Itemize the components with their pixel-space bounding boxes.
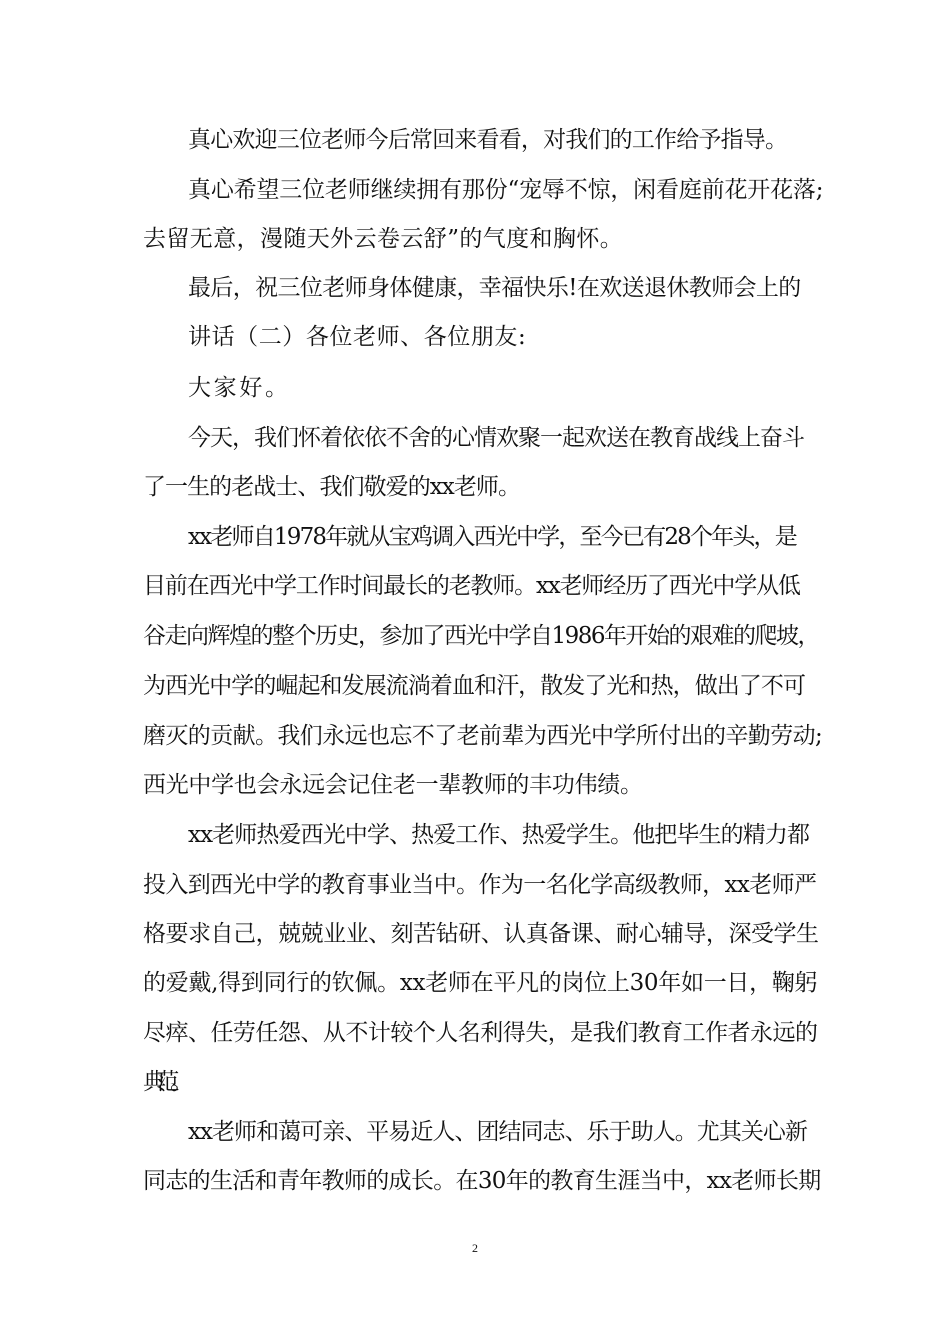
text-line: 讲话（二）各位老师、各位朋友:	[188, 324, 527, 350]
text-line: xx老师自1978年就从宝鸡调入西光中学，至今已有28个年头，是	[188, 524, 796, 550]
text-line: xx老师和蔼可亲、平易近人、团结同志、乐于助人。尤其关心新	[188, 1119, 807, 1145]
text-line: 的爱戴,得到同行的钦佩。xx老师在平凡的岗位上30年如一日，鞠躬	[143, 970, 818, 996]
text-line: 今天，我们怀着依依不舍的心情欢聚一起欢送在教育战线上奋斗	[188, 425, 804, 451]
text-line: 了一生的老战士、我们敬爱的xx老师。	[143, 474, 521, 500]
text-line: 真心欢迎三位老师今后常回来看看，对我们的工作给予指导。	[188, 127, 788, 153]
text-line: xx老师热爱西光中学、热爱工作、热爱学生。他把毕生的精力都	[188, 822, 810, 848]
text-line: 西光中学也会永远会记住老一辈教师的丰功伟绩。	[143, 772, 643, 798]
text-line: 格要求自己，兢兢业业、刻苦钻研、认真备课、耐心辅导，深受学生	[143, 921, 819, 947]
text-line: 谷走向辉煌的整个历史，参加了西光中学自1986年开始的艰难的爬坡，	[143, 623, 820, 649]
page-number: 2	[472, 1241, 478, 1255]
text-line: 去留无意，漫随天外云卷云舒”的气度和胸怀。	[143, 226, 624, 252]
text-line: 目前在西光中学工作时间最长的老教师。xx老师经历了西光中学从低	[143, 573, 800, 599]
text-line: 大家好。	[188, 375, 291, 401]
text-line: 真心希望三位老师继续拥有那份“宠辱不惊，闲看庭前花开花落;	[188, 177, 824, 203]
text-line: 同志的生活和青年教师的成长。在30年的教育生涯当中，xx老师长期	[143, 1168, 821, 1194]
text-line: 尽瘁、任劳任怨、从不计较个人名利得失，是我们教育工作者永远的	[143, 1020, 818, 1046]
text-line: 投入到西光中学的教育事业当中。作为一名化学高级教师，xx老师严	[143, 872, 817, 898]
text-line: 磨灭的贡献。我们永远也忘不了老前辈为西光中学所付出的辛勤劳动;	[143, 723, 823, 749]
text-line: 最后，祝三位老师身体健康，幸福快乐!在欢送退休教师会上的	[188, 275, 801, 301]
text-line: 为西光中学的崛起和发展流淌着血和汗，散发了光和热，做出了不可	[143, 673, 806, 699]
text-line: 典范。	[143, 1069, 184, 1095]
